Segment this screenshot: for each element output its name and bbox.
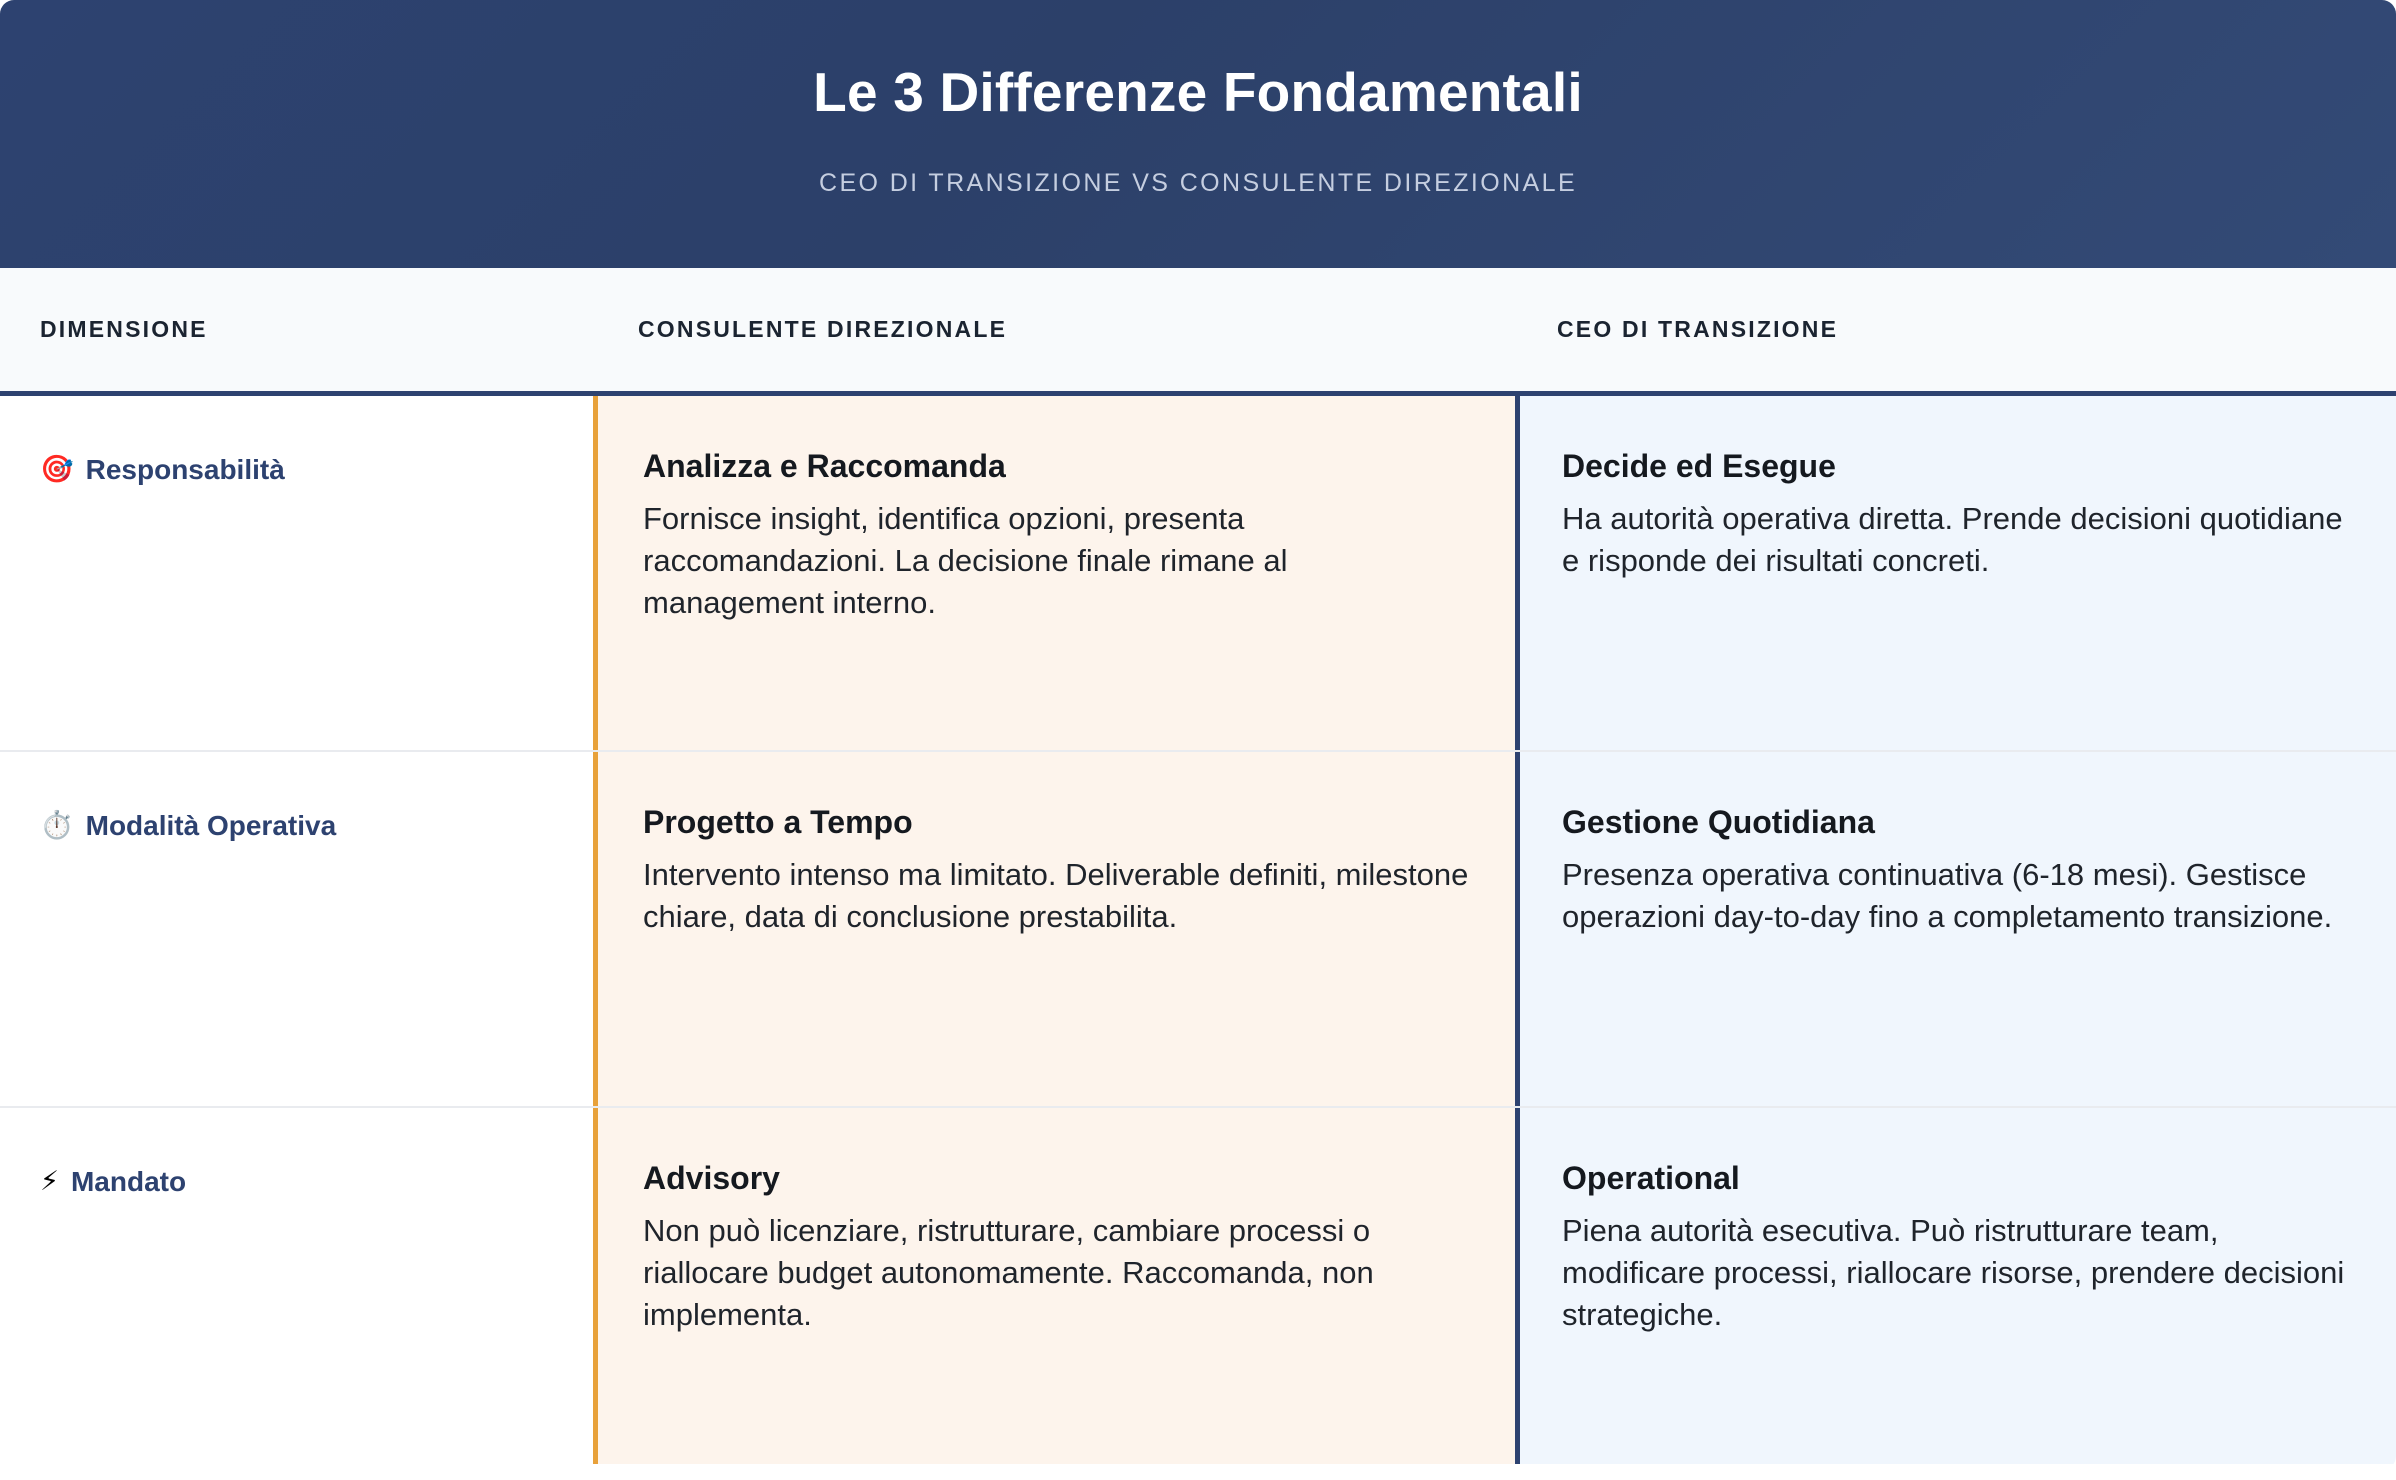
consultant-cell: [593, 1108, 1515, 1464]
ceo-text: Piena autorità esecutiva. Può ristrutturare team, modificare processi, riallocare risorse, prendere decisioni strategiche.: [1562, 1213, 2345, 1333]
dimension-label: Responsabilità: [85, 454, 285, 485]
table-row: [0, 752, 2396, 1108]
consultant-title: Analizza e Raccomanda: [643, 448, 1006, 484]
table-row: [0, 396, 2396, 752]
consultant-text: Intervento intenso ma limitato. Deliverable definiti, milestone chiare, data di conclusione prestabilita.: [643, 857, 1469, 935]
column-header-consultant: CONSULENTE DIREZIONALE: [638, 316, 1008, 342]
dimension-label: Mandato: [70, 1166, 187, 1197]
consultant-cell: [593, 396, 1515, 750]
card-header: [0, 0, 2396, 268]
ceo-text: Ha autorità operativa diretta. Prende decisioni quotidiane e risponde dei risultati concreti.: [1562, 501, 2343, 579]
ceo-text: Presenza operativa continuativa (6-18 mesi). Gestisce operazioni day-to-day fino a completamento transizione.: [1562, 857, 2333, 935]
page-title: Le 3 Differenze Fondamentali: [813, 61, 1583, 123]
dimension-label: Modalità Operativa: [85, 810, 337, 841]
consultant-text: Fornisce insight, identifica opzioni, presenta raccomandazioni. La decisione finale rimane al management interno.: [643, 501, 1288, 621]
stopwatch-icon: ⏱️: [40, 810, 74, 840]
dimension-cell: [0, 752, 593, 1106]
table-row: [0, 1108, 2396, 1464]
ceo-cell: [1515, 396, 2396, 750]
ceo-title: Decide ed Esegue: [1562, 448, 1836, 484]
consultant-title: Advisory: [643, 1160, 780, 1196]
ceo-cell: [1515, 752, 2396, 1106]
consultant-cell: [593, 752, 1515, 1106]
target-icon: 🎯: [40, 454, 74, 484]
column-header-ceo: CEO DI TRANSIZIONE: [1557, 316, 1839, 342]
ceo-title: Gestione Quotidiana: [1562, 804, 1875, 840]
table-column-header-row: [0, 268, 2396, 396]
ceo-cell: [1515, 1108, 2396, 1464]
ceo-title: Operational: [1562, 1160, 1740, 1196]
column-header-dimension: DIMENSIONE: [40, 316, 208, 342]
page-subtitle: CEO DI TRANSIZIONE VS CONSULENTE DIREZIONALE: [818, 168, 1578, 197]
comparison-table-body: [0, 396, 2396, 1464]
consultant-title: Progetto a Tempo: [643, 804, 913, 840]
dimension-cell: [0, 1108, 593, 1464]
dimension-cell: [0, 396, 593, 750]
consultant-text: Non può licenziare, ristrutturare, cambiare processi o riallocare budget autonomamente. Raccomanda, non implementa.: [643, 1213, 1374, 1333]
lightning-bolt-icon: ⚡: [40, 1166, 59, 1196]
